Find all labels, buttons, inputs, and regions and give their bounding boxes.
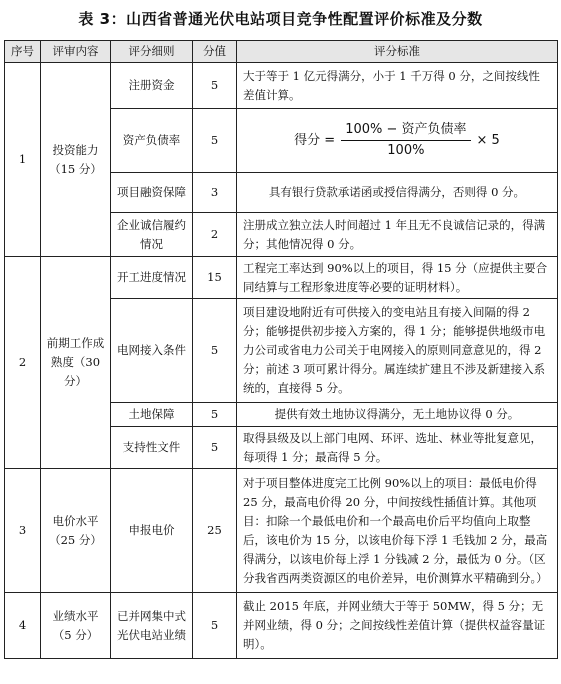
- review-content: 电价水平（25 分）: [41, 469, 111, 593]
- formula-lhs: 得分 =: [294, 133, 336, 148]
- scoring-criteria: 注册成立独立法人时间超过 1 年且无不良诚信记录的，得满分；其他情况得 0 分。: [237, 213, 558, 257]
- score-value: 5: [193, 63, 237, 109]
- score-value: 3: [193, 173, 237, 213]
- scoring-detail: 已并网集中式光伏电站业绩: [111, 593, 193, 659]
- formula-denominator: 100%: [387, 143, 425, 158]
- scoring-detail: 支持性文件: [111, 427, 193, 469]
- row-number: 4: [5, 593, 41, 659]
- header-score: 分值: [193, 41, 237, 63]
- header-criteria: 评分标准: [237, 41, 558, 63]
- row-number: 2: [5, 257, 41, 469]
- header-detail: 评分细则: [111, 41, 193, 63]
- scoring-criteria: 项目建设地附近有可供接入的变电站且有接入间隔的得 2 分；能够提供初步接入方案的，得 1 分；能够提供地级市电力公司或省电力公司关于电网接入的原则同意意见的，得 2 分；前述 3 项可累计得分。属连续扩建且不涉及新建接入系统的，直接得 5 分。: [237, 299, 558, 403]
- formula-tail: × 5: [476, 133, 500, 148]
- scoring-criteria: 具有银行贷款承诺函或授信得满分，否则得 0 分。: [237, 173, 558, 213]
- scoring-criteria: 对于项目整体进度完工比例 90%以上的项目：最低电价得 25 分，最高电价得 20 分，中间按线性插值计算。其他项目：扣除一个最低电价和一个最高电价后平均值向上取整后，该电价为 15 分，以该电价每下浮 1 毛钱加 2 分，最高得满分，以该电价每上浮 1 分钱减 2 分，最低为 0 分。（区分我省西两类资源区的电价差异，电价测算水平精确到分。）: [237, 469, 558, 593]
- scoring-detail: 注册资金: [111, 63, 193, 109]
- score-value: 25: [193, 469, 237, 593]
- score-value: 5: [193, 109, 237, 173]
- header-content: 评审内容: [41, 41, 111, 63]
- score-formula: [294, 122, 500, 159]
- header-no: 序号: [5, 41, 41, 63]
- formula-cell: [237, 109, 558, 173]
- formula-fraction: [341, 122, 470, 159]
- row-number: 3: [5, 469, 41, 593]
- review-content: 业绩水平（5 分）: [41, 593, 111, 659]
- scoring-criteria: 截止 2015 年底，并网业绩大于等于 50MW，得 5 分；无并网业绩，得 0 分；之间按线性差值计算（提供权益容量证明）。: [237, 593, 558, 659]
- score-value: 5: [193, 427, 237, 469]
- scoring-detail: 企业诚信履约情况: [111, 213, 193, 257]
- scoring-criteria: 工程完工率达到 90%以上的项目，得 15 分（应提供主要合同结算与工程形象进度等必要的证明材料）。: [237, 257, 558, 299]
- scoring-detail: 土地保障: [111, 403, 193, 427]
- scoring-detail: 申报电价: [111, 469, 193, 593]
- score-value: 15: [193, 257, 237, 299]
- scoring-detail: 电网接入条件: [111, 299, 193, 403]
- header-row: [5, 41, 558, 63]
- scoring-detail: 开工进度情况: [111, 257, 193, 299]
- table-row: [5, 593, 558, 659]
- formula-numerator: 100% − 资产负债率: [341, 122, 470, 141]
- row-number: 1: [5, 63, 41, 257]
- score-value: 2: [193, 213, 237, 257]
- table-row: [5, 469, 558, 593]
- score-value: 5: [193, 593, 237, 659]
- scoring-criteria: 取得县级及以上部门电网、环评、选址、林业等批复意见，每项得 1 分；最高得 5 分。: [237, 427, 558, 469]
- evaluation-table: [4, 40, 558, 659]
- table-row: [5, 63, 558, 109]
- scoring-detail: 项目融资保障: [111, 173, 193, 213]
- review-content: 前期工作成熟度（30 分）: [41, 257, 111, 469]
- scoring-criteria: 提供有效土地协议得满分，无土地协议得 0 分。: [237, 403, 558, 427]
- score-value: 5: [193, 403, 237, 427]
- review-content: 投资能力（15 分）: [41, 63, 111, 257]
- table-row: [5, 257, 558, 299]
- table-title: 表 3：山西省普通光伏电站项目竞争性配置评价标准及分数: [78, 10, 483, 28]
- score-value: 5: [193, 299, 237, 403]
- scoring-criteria: 大于等于 1 亿元得满分，小于 1 千万得 0 分，之间按线性差值计算。: [237, 63, 558, 109]
- scoring-detail: 资产负债率: [111, 109, 193, 173]
